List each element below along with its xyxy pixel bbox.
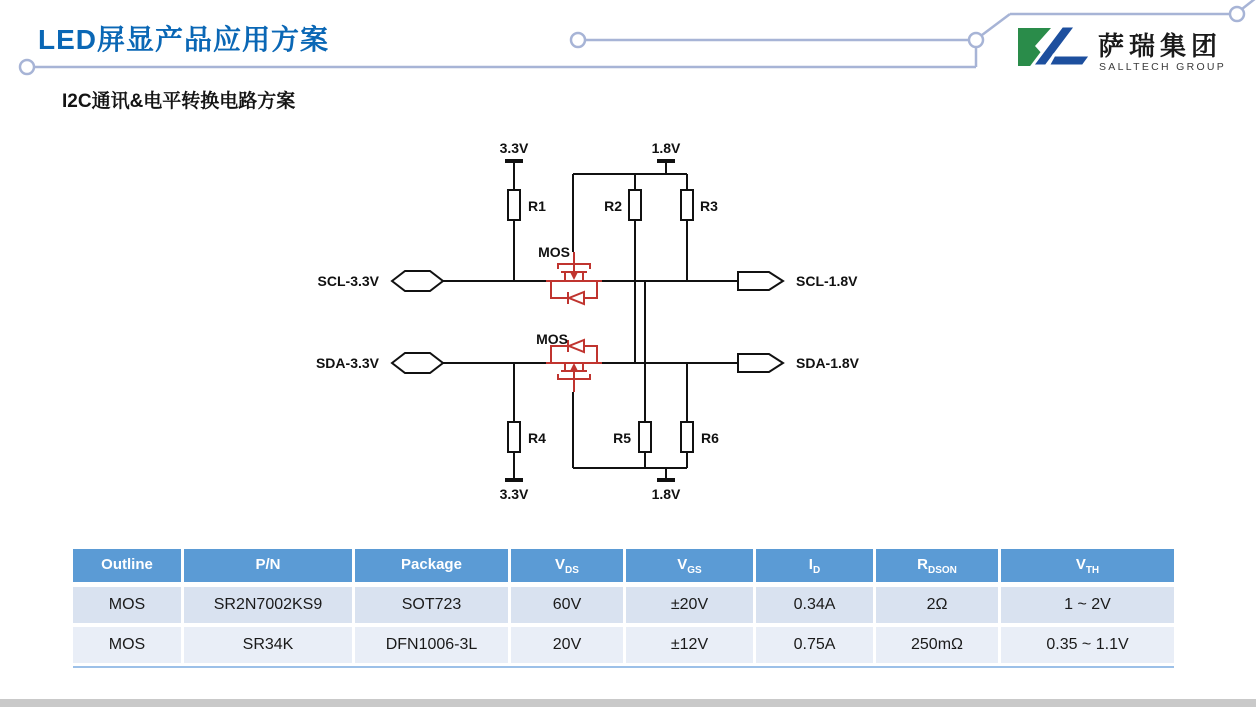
resistor-r4 xyxy=(508,422,520,452)
slide-bottom-bar xyxy=(0,699,1256,707)
label-r6: R6 xyxy=(701,430,719,446)
col-header-rdson xyxy=(876,549,1001,582)
header-subscript: DSON xyxy=(927,564,957,576)
resistor-r6 xyxy=(681,422,693,452)
cell-outline-r2: MOS xyxy=(73,627,184,663)
supply-label-3v3-bottom: 3.3V xyxy=(499,486,529,502)
header-subscript: D xyxy=(812,564,821,576)
mos-spec-table xyxy=(73,549,1174,668)
cell-package-r1: SOT723 xyxy=(355,587,511,623)
label-scl-3v3: SCL-3.3V xyxy=(317,273,379,289)
header-text: V xyxy=(1075,555,1086,573)
label-r3: R3 xyxy=(700,198,718,214)
header-text: V xyxy=(555,555,566,573)
col-header-vth xyxy=(1001,549,1174,582)
cell-rdson-r1: 2Ω xyxy=(876,587,1001,623)
port-sda-1v8 xyxy=(738,354,783,372)
col-header-pn xyxy=(184,549,355,582)
port-sda-3v3 xyxy=(392,353,443,373)
cell-vgs-r2: ±12V xyxy=(626,627,756,663)
header-text: Package xyxy=(401,555,462,573)
cell-vth-r2: 0.35 ~ 1.1V xyxy=(1001,627,1174,663)
cell-id-r1: 0.34A xyxy=(756,587,876,623)
cell-package-r2: DFN1006-3L xyxy=(355,627,511,663)
resistor-r2 xyxy=(629,190,641,220)
i2c-level-shift-schematic xyxy=(280,128,892,520)
port-scl-1v8 xyxy=(738,272,783,290)
col-header-package xyxy=(355,549,511,582)
cell-pn-r2: SR34K xyxy=(184,627,355,663)
col-header-vds xyxy=(511,549,626,582)
resistor-bodies xyxy=(508,190,693,452)
table-row xyxy=(73,627,1174,663)
logo-company-name-en: SALLTECH GROUP xyxy=(1099,61,1227,73)
cell-vth-r1: 1 ~ 2V xyxy=(1001,587,1174,623)
label-sda-1v8: SDA-1.8V xyxy=(796,355,860,371)
resistor-r5 xyxy=(639,422,651,452)
label-r4: R4 xyxy=(528,430,546,446)
section-subtitle: I2C通讯&电平转换电路方案 xyxy=(62,91,296,112)
supply-label-1v8-bottom: 1.8V xyxy=(651,486,681,502)
table-header-row xyxy=(73,549,1174,582)
page-title: LED屏显产品应用方案 xyxy=(38,24,330,55)
header-text: P/N xyxy=(255,555,281,573)
logo-company-name: 萨瑞集团 xyxy=(1098,31,1223,61)
header-text: Outline xyxy=(101,555,153,573)
label-r2: R2 xyxy=(604,198,622,214)
label-scl-1v8: SCL-1.8V xyxy=(796,273,858,289)
label-r5: R5 xyxy=(613,430,631,446)
col-header-id xyxy=(756,549,876,582)
header-subscript: TH xyxy=(1085,564,1100,576)
header-subscript: DS xyxy=(565,564,579,576)
mosfet-sda xyxy=(546,340,602,392)
col-header-vgs xyxy=(626,549,756,582)
cell-outline-r1: MOS xyxy=(73,587,184,623)
port-scl-3v3 xyxy=(392,271,443,291)
label-mos-sda: MOS xyxy=(536,331,568,347)
table-bottom-rule xyxy=(73,666,1174,668)
col-header-outline xyxy=(73,549,184,582)
supply-label-3v3-top: 3.3V xyxy=(499,140,529,156)
header-subscript: GS xyxy=(687,564,702,576)
table-row xyxy=(73,587,1174,623)
header-text: V xyxy=(677,555,688,573)
cell-pn-r1: SR2N7002KS9 xyxy=(184,587,355,623)
supply-label-1v8-top: 1.8V xyxy=(651,140,681,156)
cell-id-r2: 0.75A xyxy=(756,627,876,663)
label-sda-3v3: SDA-3.3V xyxy=(315,355,379,371)
cell-rdson-r2: 250mΩ xyxy=(876,627,1001,663)
salltech-logo-icon xyxy=(1012,22,1096,80)
resistor-r1 xyxy=(508,190,520,220)
label-r1: R1 xyxy=(528,198,546,214)
signal-ports xyxy=(392,271,783,373)
header-text: R xyxy=(917,555,928,573)
cell-vgs-r1: ±20V xyxy=(626,587,756,623)
cell-vds-r1: 60V xyxy=(511,587,626,623)
resistor-r3 xyxy=(681,190,693,220)
header-text: I xyxy=(808,555,813,573)
cell-vds-r2: 20V xyxy=(511,627,626,663)
label-mos-scl: MOS xyxy=(538,244,570,260)
